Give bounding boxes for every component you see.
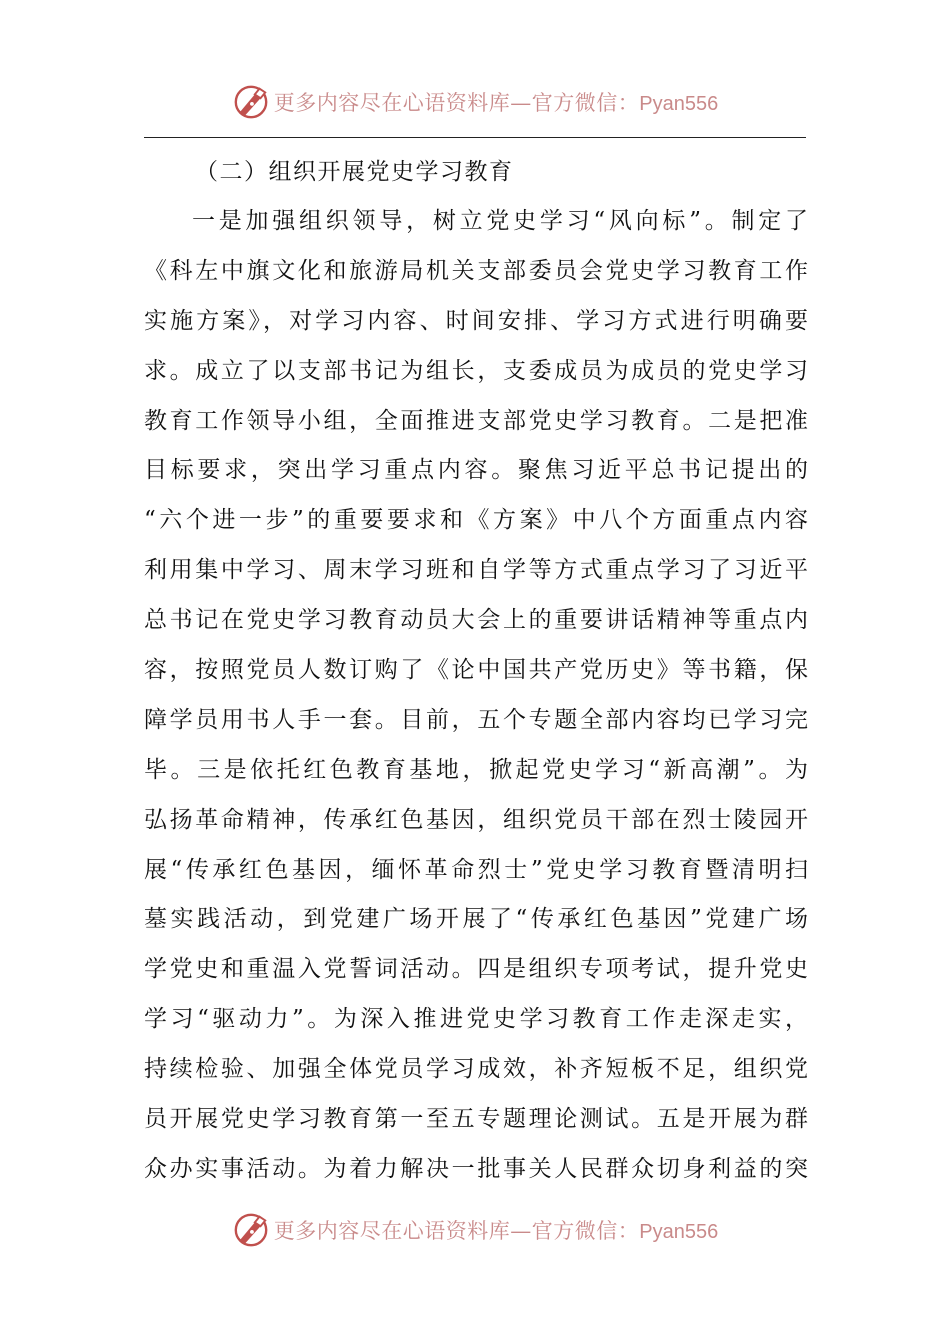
paragraph-line: 障学员用书人手一套。目前，五个专题全部内容均已学习完 bbox=[144, 706, 808, 733]
paragraph-line: 学党史和重温入党誓词活动。四是组织专项考试，提升党史 bbox=[144, 956, 808, 983]
wechat-id: Pyan556 bbox=[639, 1221, 719, 1243]
paragraph-line: “六个进一步”的重要要求和《方案》中八个方面重点内容 bbox=[144, 507, 808, 534]
paragraph-line: 求。成立了以支部书记为组长，支委成员为成员的党史学习 bbox=[144, 357, 808, 384]
paragraph-line: 一是加强组织领导，树立党史学习“风向标”。制定了 bbox=[192, 208, 808, 234]
paragraph-line: 《科左中旗文化和旅游局机关支部委员会党史学习教育工作 bbox=[144, 257, 808, 284]
watermark-text: 更多内容尽在心语资料库—官方微信：Pyan556 bbox=[273, 1219, 719, 1243]
pen-nib-icon bbox=[232, 1211, 270, 1249]
paragraph-line: 教育工作领导小组，全面推进支部党史学习教育。二是把准 bbox=[144, 407, 808, 434]
paragraph-line: 众办实事活动。为着力解决一批事关人民群众切身利益的突 bbox=[144, 1155, 808, 1182]
paragraph-line: 毕。三是依托红色教育基地，掀起党史学习“新高潮”。为 bbox=[144, 756, 808, 783]
paragraph-line: 实施方案》，对学习内容、时间安排、学习方式进行明确要 bbox=[144, 307, 808, 334]
header-watermark bbox=[0, 80, 950, 124]
section-heading: （二）组织开展党史学习教育 bbox=[195, 159, 514, 185]
paragraph-line: 学习“驱动力”。为深入推进党史学习教育工作走深走实， bbox=[144, 1006, 808, 1033]
paragraph-line: 墓实践活动，到党建广场开展了“传承红色基因”党建广场 bbox=[144, 906, 808, 933]
paragraph-line: 展“传承红色基因，缅怀革命烈士”党史学习教育暨清明扫 bbox=[144, 856, 808, 883]
paragraph-line: 利用集中学习、周末学习班和自学等方式重点学习了习近平 bbox=[144, 557, 808, 584]
paragraph-line: 容，按照党员人数订购了《论中国共产党历史》等书籍，保 bbox=[144, 657, 808, 684]
header-divider bbox=[144, 137, 806, 138]
paragraph-line: 员开展党史学习教育第一至五专题理论测试。五是开展为群 bbox=[144, 1106, 808, 1133]
paragraph-line: 弘扬革命精神，传承红色基因，组织党员干部在烈士陵园开 bbox=[144, 806, 808, 833]
body-paragraph bbox=[144, 197, 808, 1195]
watermark-text: 更多内容尽在心语资料库—官方微信：Pyan556 bbox=[273, 91, 719, 115]
paragraph-line: 总书记在党史学习教育动员大会上的重要讲话精神等重点内 bbox=[144, 607, 808, 634]
footer-watermark bbox=[0, 1208, 950, 1252]
paragraph-line: 持续检验、加强全体党员学习成效，补齐短板不足，组织党 bbox=[144, 1056, 808, 1083]
pen-nib-icon bbox=[232, 83, 270, 121]
wechat-id: Pyan556 bbox=[639, 93, 719, 115]
paragraph-line: 目标要求，突出学习重点内容。聚焦习近平总书记提出的 bbox=[144, 457, 808, 484]
